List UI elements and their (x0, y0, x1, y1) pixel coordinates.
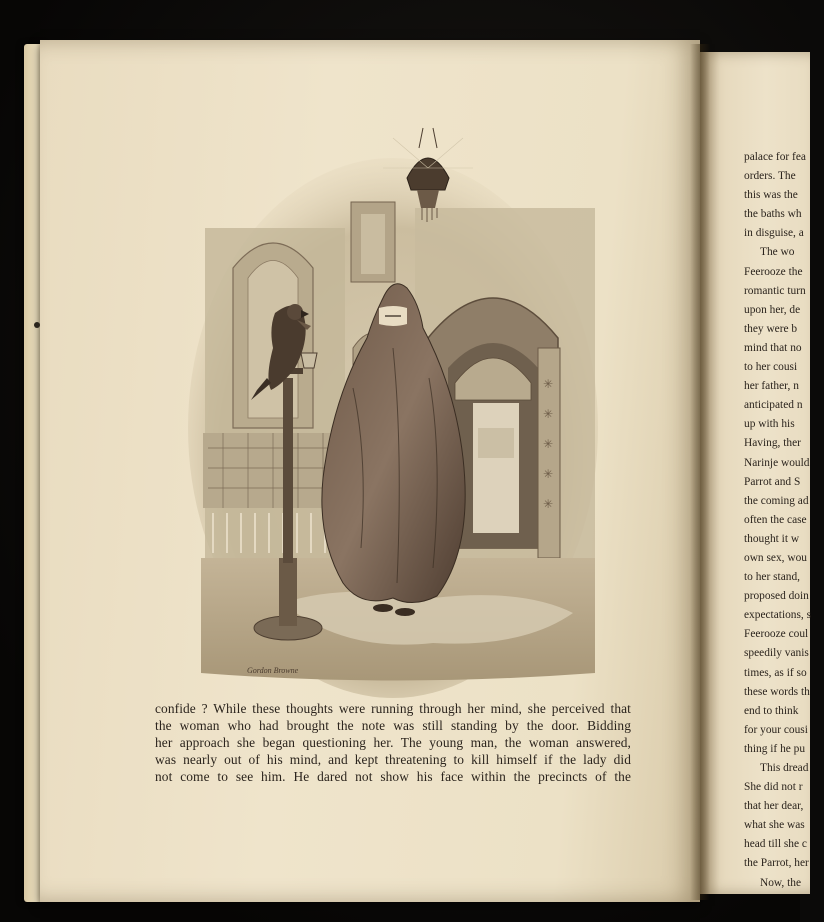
right-text-line: Having, ther (744, 437, 801, 450)
right-text-line: Feerooze the (744, 265, 803, 278)
svg-text:✳: ✳ (543, 407, 554, 421)
right-text-line: She did not r (744, 781, 803, 794)
right-text-line: what she was (744, 819, 805, 832)
left-text-line: was nearly out of his mind, and kept threatening to kill himself if the lady did (155, 752, 631, 767)
right-text-line: palace for fea (744, 151, 806, 163)
doorway-view (473, 403, 519, 533)
right-page (700, 52, 810, 894)
right-text-line: these words th (744, 685, 810, 698)
right-text-line: expectations, s (744, 609, 812, 622)
right-text-line: Now, the (760, 876, 802, 889)
right-text-line: for your cousi (744, 723, 808, 736)
right-text-line: This dread (760, 762, 809, 774)
right-text-line: her father, n (744, 380, 799, 393)
right-text-line: they were b (744, 322, 798, 335)
right-text-line: the baths wh (744, 208, 802, 221)
right-text-line: anticipated n (744, 399, 803, 412)
book-gutter (690, 44, 710, 900)
svg-text:✳: ✳ (543, 437, 554, 451)
artist-signature: Gordon Browne (247, 666, 299, 675)
right-text-line: often the case (744, 513, 807, 526)
right-text-line: Parrot and S (744, 475, 801, 488)
svg-text:✳: ✳ (543, 467, 554, 481)
left-text-line: the woman who had brought the note was still standing by the door. Bidding (155, 718, 631, 733)
right-text-line: the Parrot, her (744, 857, 809, 870)
right-text-line: end to think (744, 704, 799, 717)
right-text-line: orders. The (744, 170, 796, 183)
left-page-body-text (155, 700, 631, 785)
right-text-line: thought it w (744, 532, 800, 545)
right-text-line: head till she c (744, 838, 807, 851)
right-text-line: the coming ad (744, 494, 809, 507)
right-text-line: Feerooze coul (744, 628, 809, 641)
right-text-line: in disguise, a (744, 227, 804, 240)
svg-text:✳: ✳ (543, 497, 554, 511)
left-text-line: her approach she began questioning her. The young man, the woman answered, (155, 735, 631, 750)
left-text-line: not come to see him. He dared not show his face within the precincts of the (155, 769, 631, 784)
illustration-veiled-woman-parrot (193, 128, 603, 688)
right-text-line: mind that no (744, 341, 802, 354)
right-text-line: romantic turn (744, 284, 806, 297)
right-text-line: proposed doin (744, 590, 809, 603)
right-text-line: that her dear, (744, 800, 804, 813)
right-text-line: The wo (760, 246, 795, 259)
right-text-line: thing if he pu (744, 742, 806, 755)
right-text-line: upon her, de (744, 303, 801, 316)
right-text-line: Narinje would (744, 456, 810, 469)
right-text-line: to her cousi (744, 361, 798, 374)
right-text-line: this was the (744, 189, 798, 202)
page-pinhole (34, 322, 40, 328)
right-text-line: own sex, wou (744, 551, 807, 564)
right-text-line: times, as if so (744, 666, 807, 679)
svg-text:✳: ✳ (543, 377, 554, 391)
right-text-line: to her stand, (744, 571, 800, 584)
left-text-line: confide ? While these thoughts were running through her mind, she perceived that (155, 701, 631, 716)
right-text-line: speedily vanis (744, 647, 809, 660)
right-page-text (744, 148, 824, 893)
right-text-line: up with his (744, 418, 795, 431)
